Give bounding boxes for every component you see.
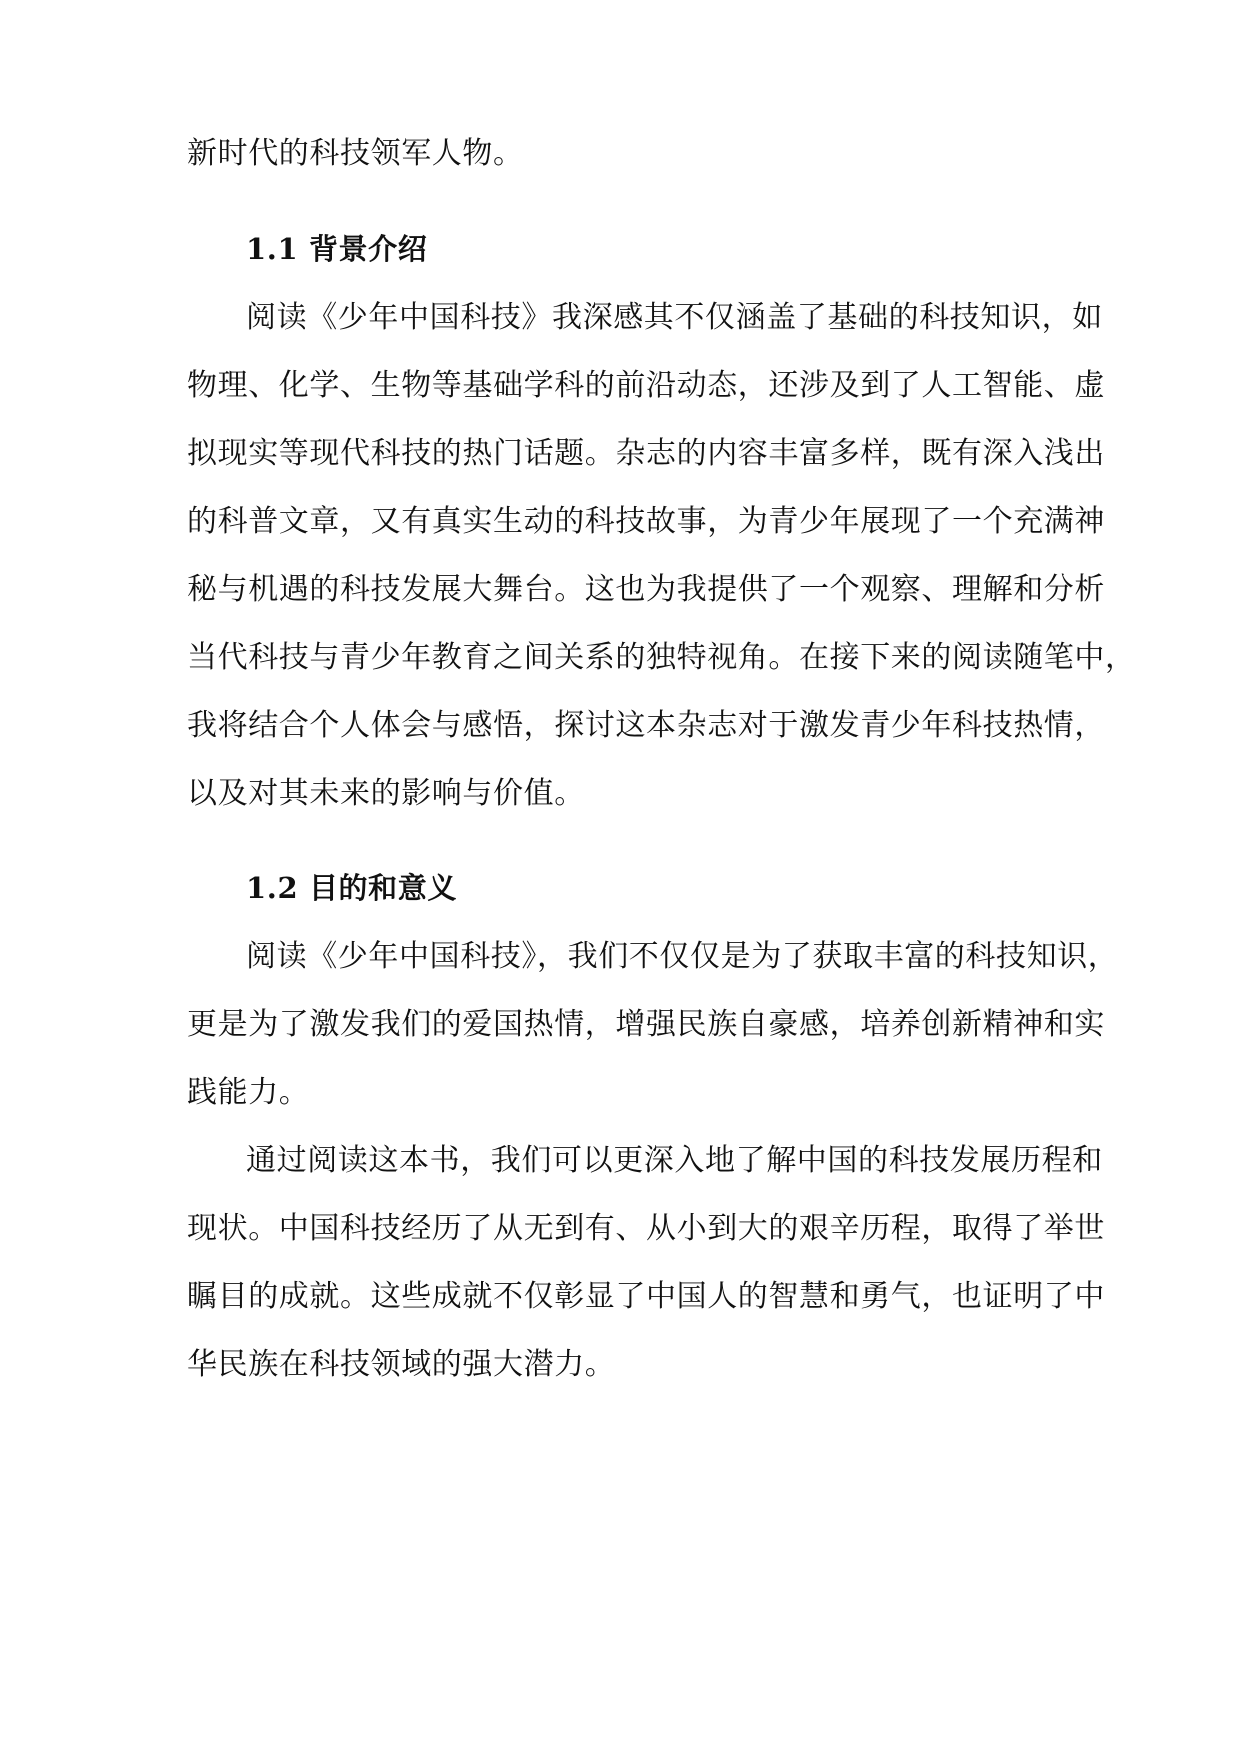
paragraph-line: 通过阅读这本书，我们可以更深入地了解中国的科技发展历程和: [246, 1143, 1103, 1178]
paragraph-line: 瞩目的成就。这些成就不仅彰显了中国人的智慧和勇气，也证明了中: [187, 1279, 1105, 1314]
paragraph-line: 阅读《少年中国科技》我深感其不仅涵盖了基础的科技知识，如: [246, 300, 1103, 335]
paragraph-line: 华民族在科技领域的强大潜力。: [187, 1347, 616, 1382]
paragraph-line: 拟现实等现代科技的热门话题。杂志的内容丰富多样，既有深入浅出: [187, 436, 1105, 471]
paragraph-line: 以及对其未来的影响与价值。: [187, 776, 585, 811]
paragraph-line: 秘与机遇的科技发展大舞台。这也为我提供了一个观察、理解和分析: [187, 572, 1105, 607]
section-heading-1-1: 1.1 背景介绍: [246, 232, 428, 266]
paragraph-line: 的科普文章，又有真实生动的科技故事，为青少年展现了一个充满神: [187, 504, 1105, 539]
intro-line: 新时代的科技领军人物。: [187, 136, 524, 171]
paragraph-line: 我将结合个人体会与感悟，探讨这本杂志对于激发青少年科技热情，: [187, 708, 1105, 743]
paragraph-line: 物理、化学、生物等基础学科的前沿动态，还涉及到了人工智能、虚: [187, 368, 1105, 403]
section-heading-1-2: 1.2 目的和意义: [246, 871, 457, 905]
paragraph-line: 当代科技与青少年教育之间关系的独特视角。在接下来的阅读随笔中，: [187, 640, 1136, 675]
paragraph-line: 阅读《少年中国科技》，我们不仅仅是为了获取丰富的科技知识，: [246, 939, 1119, 974]
paragraph-line: 践能力。: [187, 1075, 310, 1110]
paragraph-line: 现状。中国科技经历了从无到有、从小到大的艰辛历程，取得了举世: [187, 1211, 1105, 1246]
paragraph-line: 更是为了激发我们的爱国热情，增强民族自豪感，培养创新精神和实: [187, 1007, 1105, 1042]
